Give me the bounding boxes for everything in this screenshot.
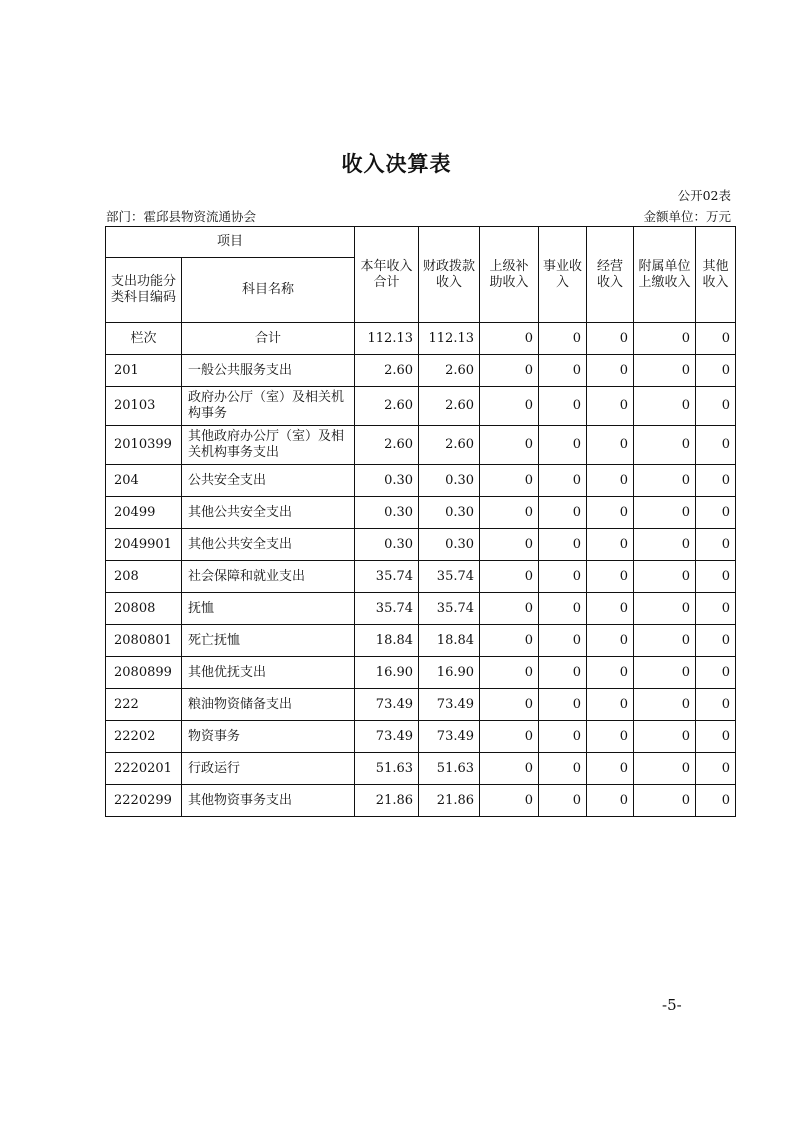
header-business-income: 事业收入 bbox=[539, 227, 587, 323]
cell-business: 0 bbox=[539, 529, 587, 561]
cell-name: 其他公共安全支出 bbox=[182, 529, 355, 561]
cell-affiliate: 0 bbox=[634, 785, 696, 817]
header-other-income: 其他收入 bbox=[696, 227, 736, 323]
cell-code: 2220299 bbox=[106, 785, 182, 817]
cell-superior: 0 bbox=[480, 785, 539, 817]
cell-name: 一般公共服务支出 bbox=[182, 355, 355, 387]
cell-operating: 0 bbox=[587, 785, 634, 817]
header-subject-name: 科目名称 bbox=[182, 258, 355, 323]
cell-superior: 0 bbox=[480, 497, 539, 529]
cell-total: 73.49 bbox=[355, 721, 419, 753]
cell-total: 2.60 bbox=[355, 387, 419, 426]
cell-code: 22202 bbox=[106, 721, 182, 753]
header-project: 项目 bbox=[106, 227, 355, 258]
cell-operating: 0 bbox=[587, 593, 634, 625]
header-operating-income: 经营收入 bbox=[587, 227, 634, 323]
cell-total: 35.74 bbox=[355, 593, 419, 625]
cell-fiscal: 73.49 bbox=[419, 689, 480, 721]
cell-name: 粮油物资储备支出 bbox=[182, 689, 355, 721]
cell-business: 0 bbox=[539, 625, 587, 657]
cell-name: 社会保障和就业支出 bbox=[182, 561, 355, 593]
cell-code: 2010399 bbox=[106, 426, 182, 465]
cell-affiliate: 0 bbox=[634, 497, 696, 529]
table-row bbox=[106, 497, 736, 529]
table-row bbox=[106, 689, 736, 721]
cell-name: 政府办公厅（室）及相关机构事务 bbox=[182, 387, 355, 426]
page-number: -5- bbox=[662, 996, 682, 1014]
header-fiscal-income: 财政拨款收入 bbox=[419, 227, 480, 323]
cell-operating: 0 bbox=[587, 625, 634, 657]
cell-operating: 0 bbox=[587, 387, 634, 426]
table-row bbox=[106, 529, 736, 561]
cell-other: 0 bbox=[696, 753, 736, 785]
cell-total: 0.30 bbox=[355, 465, 419, 497]
table-row bbox=[106, 387, 736, 426]
cell-name: 死亡抚恤 bbox=[182, 625, 355, 657]
cell-superior: 0 bbox=[480, 753, 539, 785]
cell-fiscal: 112.13 bbox=[419, 323, 480, 355]
table-row bbox=[106, 593, 736, 625]
cell-name: 合计 bbox=[182, 323, 355, 355]
table-row-total bbox=[106, 323, 736, 355]
cell-other: 0 bbox=[696, 387, 736, 426]
cell-other: 0 bbox=[696, 497, 736, 529]
cell-operating: 0 bbox=[587, 529, 634, 561]
cell-total: 73.49 bbox=[355, 689, 419, 721]
cell-fiscal: 2.60 bbox=[419, 387, 480, 426]
cell-other: 0 bbox=[696, 593, 736, 625]
cell-superior: 0 bbox=[480, 657, 539, 689]
cell-superior: 0 bbox=[480, 561, 539, 593]
cell-code: 栏次 bbox=[106, 323, 182, 355]
cell-affiliate: 0 bbox=[634, 689, 696, 721]
cell-other: 0 bbox=[696, 721, 736, 753]
cell-operating: 0 bbox=[587, 753, 634, 785]
cell-code: 2080899 bbox=[106, 657, 182, 689]
cell-fiscal: 18.84 bbox=[419, 625, 480, 657]
cell-code: 208 bbox=[106, 561, 182, 593]
cell-code: 222 bbox=[106, 689, 182, 721]
header-affiliate-income: 附属单位上缴收入 bbox=[634, 227, 696, 323]
cell-other: 0 bbox=[696, 785, 736, 817]
cell-affiliate: 0 bbox=[634, 657, 696, 689]
cell-superior: 0 bbox=[480, 593, 539, 625]
cell-affiliate: 0 bbox=[634, 387, 696, 426]
cell-total: 16.90 bbox=[355, 657, 419, 689]
cell-operating: 0 bbox=[587, 465, 634, 497]
cell-business: 0 bbox=[539, 753, 587, 785]
table-row bbox=[106, 426, 736, 465]
form-number: 公开02表 bbox=[677, 188, 731, 203]
cell-code: 20103 bbox=[106, 387, 182, 426]
cell-superior: 0 bbox=[480, 426, 539, 465]
cell-business: 0 bbox=[539, 689, 587, 721]
cell-superior: 0 bbox=[480, 465, 539, 497]
cell-affiliate: 0 bbox=[634, 721, 696, 753]
page-title: 收入决算表 bbox=[341, 151, 452, 176]
cell-superior: 0 bbox=[480, 387, 539, 426]
cell-fiscal: 2.60 bbox=[419, 426, 480, 465]
cell-total: 0.30 bbox=[355, 497, 419, 529]
cell-code: 2080801 bbox=[106, 625, 182, 657]
cell-other: 0 bbox=[696, 561, 736, 593]
cell-affiliate: 0 bbox=[634, 529, 696, 561]
cell-other: 0 bbox=[696, 355, 736, 387]
cell-fiscal: 0.30 bbox=[419, 465, 480, 497]
cell-business: 0 bbox=[539, 785, 587, 817]
cell-total: 35.74 bbox=[355, 561, 419, 593]
cell-business: 0 bbox=[539, 465, 587, 497]
cell-operating: 0 bbox=[587, 497, 634, 529]
cell-fiscal: 51.63 bbox=[419, 753, 480, 785]
cell-fiscal: 0.30 bbox=[419, 497, 480, 529]
cell-business: 0 bbox=[539, 593, 587, 625]
cell-fiscal: 0.30 bbox=[419, 529, 480, 561]
header-total-income: 本年收入合计 bbox=[355, 227, 419, 323]
table-row bbox=[106, 785, 736, 817]
table-row bbox=[106, 625, 736, 657]
cell-superior: 0 bbox=[480, 323, 539, 355]
cell-operating: 0 bbox=[587, 721, 634, 753]
cell-fiscal: 35.74 bbox=[419, 561, 480, 593]
cell-name: 物资事务 bbox=[182, 721, 355, 753]
cell-code: 2049901 bbox=[106, 529, 182, 561]
table-row bbox=[106, 721, 736, 753]
cell-affiliate: 0 bbox=[634, 323, 696, 355]
cell-total: 112.13 bbox=[355, 323, 419, 355]
cell-other: 0 bbox=[696, 529, 736, 561]
header-superior-subsidy: 上级补助收入 bbox=[480, 227, 539, 323]
income-report-table bbox=[105, 226, 736, 817]
cell-operating: 0 bbox=[587, 689, 634, 721]
cell-name: 公共安全支出 bbox=[182, 465, 355, 497]
cell-total: 51.63 bbox=[355, 753, 419, 785]
cell-other: 0 bbox=[696, 625, 736, 657]
table-row bbox=[106, 355, 736, 387]
cell-total: 0.30 bbox=[355, 529, 419, 561]
cell-fiscal: 21.86 bbox=[419, 785, 480, 817]
cell-superior: 0 bbox=[480, 355, 539, 387]
table-row bbox=[106, 753, 736, 785]
cell-other: 0 bbox=[696, 426, 736, 465]
cell-other: 0 bbox=[696, 323, 736, 355]
table-row bbox=[106, 561, 736, 593]
cell-affiliate: 0 bbox=[634, 426, 696, 465]
cell-operating: 0 bbox=[587, 561, 634, 593]
cell-other: 0 bbox=[696, 689, 736, 721]
cell-fiscal: 2.60 bbox=[419, 355, 480, 387]
cell-operating: 0 bbox=[587, 426, 634, 465]
cell-superior: 0 bbox=[480, 721, 539, 753]
amount-unit-label: 金额单位：万元 bbox=[643, 209, 731, 224]
cell-business: 0 bbox=[539, 721, 587, 753]
table-row bbox=[106, 657, 736, 689]
cell-total: 2.60 bbox=[355, 355, 419, 387]
cell-code: 20808 bbox=[106, 593, 182, 625]
cell-affiliate: 0 bbox=[634, 355, 696, 387]
cell-affiliate: 0 bbox=[634, 593, 696, 625]
cell-name: 其他政府办公厅（室）及相关机构事务支出 bbox=[182, 426, 355, 465]
header-function-code: 支出功能分类科目编码 bbox=[106, 258, 182, 323]
cell-affiliate: 0 bbox=[634, 753, 696, 785]
cell-business: 0 bbox=[539, 657, 587, 689]
cell-code: 201 bbox=[106, 355, 182, 387]
cell-fiscal: 35.74 bbox=[419, 593, 480, 625]
cell-name: 其他物资事务支出 bbox=[182, 785, 355, 817]
cell-superior: 0 bbox=[480, 625, 539, 657]
cell-business: 0 bbox=[539, 323, 587, 355]
cell-code: 20499 bbox=[106, 497, 182, 529]
department-label: 部门：霍邱县物资流通协会 bbox=[106, 209, 257, 224]
cell-total: 18.84 bbox=[355, 625, 419, 657]
cell-superior: 0 bbox=[480, 689, 539, 721]
cell-operating: 0 bbox=[587, 355, 634, 387]
cell-operating: 0 bbox=[587, 657, 634, 689]
cell-business: 0 bbox=[539, 355, 587, 387]
cell-total: 2.60 bbox=[355, 426, 419, 465]
cell-fiscal: 73.49 bbox=[419, 721, 480, 753]
cell-affiliate: 0 bbox=[634, 465, 696, 497]
cell-other: 0 bbox=[696, 465, 736, 497]
cell-name: 行政运行 bbox=[182, 753, 355, 785]
cell-fiscal: 16.90 bbox=[419, 657, 480, 689]
table-row bbox=[106, 465, 736, 497]
cell-business: 0 bbox=[539, 497, 587, 529]
cell-other: 0 bbox=[696, 657, 736, 689]
cell-name: 其他优抚支出 bbox=[182, 657, 355, 689]
cell-affiliate: 0 bbox=[634, 561, 696, 593]
cell-business: 0 bbox=[539, 561, 587, 593]
cell-superior: 0 bbox=[480, 529, 539, 561]
cell-business: 0 bbox=[539, 387, 587, 426]
cell-code: 2220201 bbox=[106, 753, 182, 785]
cell-business: 0 bbox=[539, 426, 587, 465]
cell-code: 204 bbox=[106, 465, 182, 497]
cell-name: 其他公共安全支出 bbox=[182, 497, 355, 529]
cell-name: 抚恤 bbox=[182, 593, 355, 625]
cell-operating: 0 bbox=[587, 323, 634, 355]
cell-affiliate: 0 bbox=[634, 625, 696, 657]
cell-total: 21.86 bbox=[355, 785, 419, 817]
